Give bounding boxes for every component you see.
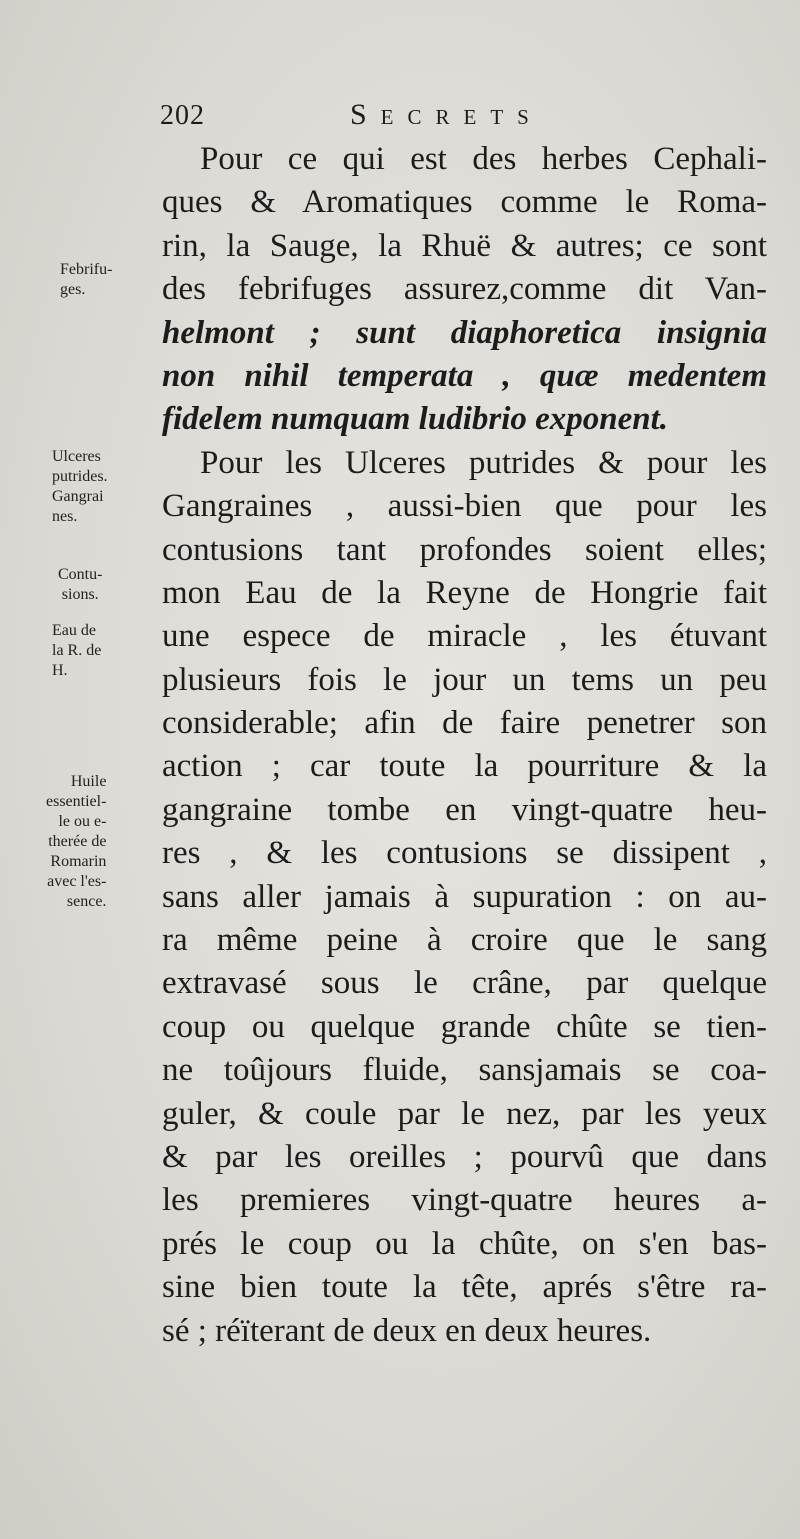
text-line: sine bien toute la tête, aprés s'être ra- [162, 1269, 767, 1306]
text-line-latin: fidelem numquam ludibrio exponent. [162, 401, 669, 438]
text-line: ques & Aromatiques comme le Roma- [162, 184, 767, 221]
text-line: res , & les contusions se dissipent , [162, 835, 767, 872]
text-line-latin: non nihil temperata , quæ medentem [162, 357, 767, 394]
text-line: extravasé sous le crâne, par quelque [162, 965, 767, 1002]
text-line: gangraine tombe en vingt-quatre heu- [162, 791, 767, 828]
body-text [162, 138, 767, 1353]
text-line: ra même peine à croire que le sang [162, 922, 767, 959]
text-line-latin: helmont ; sunt diaphoretica insignia [162, 314, 767, 351]
text-line: ne toûjours fluide, sansjamais se coa- [162, 1052, 767, 1089]
text-line: contusions tant profondes soient elles; [162, 531, 767, 568]
text-line: mon Eau de la Reyne de Hongrie fait [162, 574, 767, 611]
text-line: les premieres vingt-quatre heures a- [162, 1182, 767, 1219]
text-line: rin, la Sauge, la Rhuë & autres; ce sont [162, 227, 767, 264]
text-line: & par les oreilles ; pourvû que dans [162, 1138, 767, 1175]
running-title: Secrets [350, 98, 543, 131]
text-line: sans aller jamais à supuration : on au- [162, 878, 767, 915]
text-line: coup ou quelque grande chûte se tien- [162, 1008, 767, 1045]
text-line: sé ; réïterant de deux en deux heures. [162, 1312, 652, 1349]
margin-note-ulceres: Ulceres putrides. Gangrai nes. [52, 448, 108, 525]
text-line: plusieurs fois le jour un tems un peu [162, 661, 767, 698]
text-line: une espece de miracle , les étuvant [162, 618, 767, 655]
margin-note-huile: Huile essentiel- le ou e- therée de Romarin avec l'es- sence. [46, 773, 107, 910]
text-line: Pour ce qui est des herbes Cephali- [200, 141, 767, 177]
text-line: des febrifuges assurez,comme dit Van- [162, 271, 767, 308]
page-number: 202 [160, 100, 205, 131]
text-line: prés le coup ou la chûte, on s'en bas- [162, 1225, 767, 1262]
text-line: guler, & coule par le nez, par les yeux [162, 1095, 767, 1132]
text-line: action ; car toute la pourriture & la [162, 748, 767, 785]
text-line: Pour les Ulceres putrides & pour les [200, 444, 767, 481]
margin-note-eau-reyne: Eau de la R. de H. [52, 622, 102, 679]
margin-note-contusions: Contu- sions. [58, 566, 103, 603]
text-line: considerable; afin de faire penetrer son [162, 705, 767, 742]
margin-note-febrifuges: Febrifu- ges. [60, 261, 113, 298]
text-line: Gangraines , aussi-bien que pour les [162, 488, 767, 525]
